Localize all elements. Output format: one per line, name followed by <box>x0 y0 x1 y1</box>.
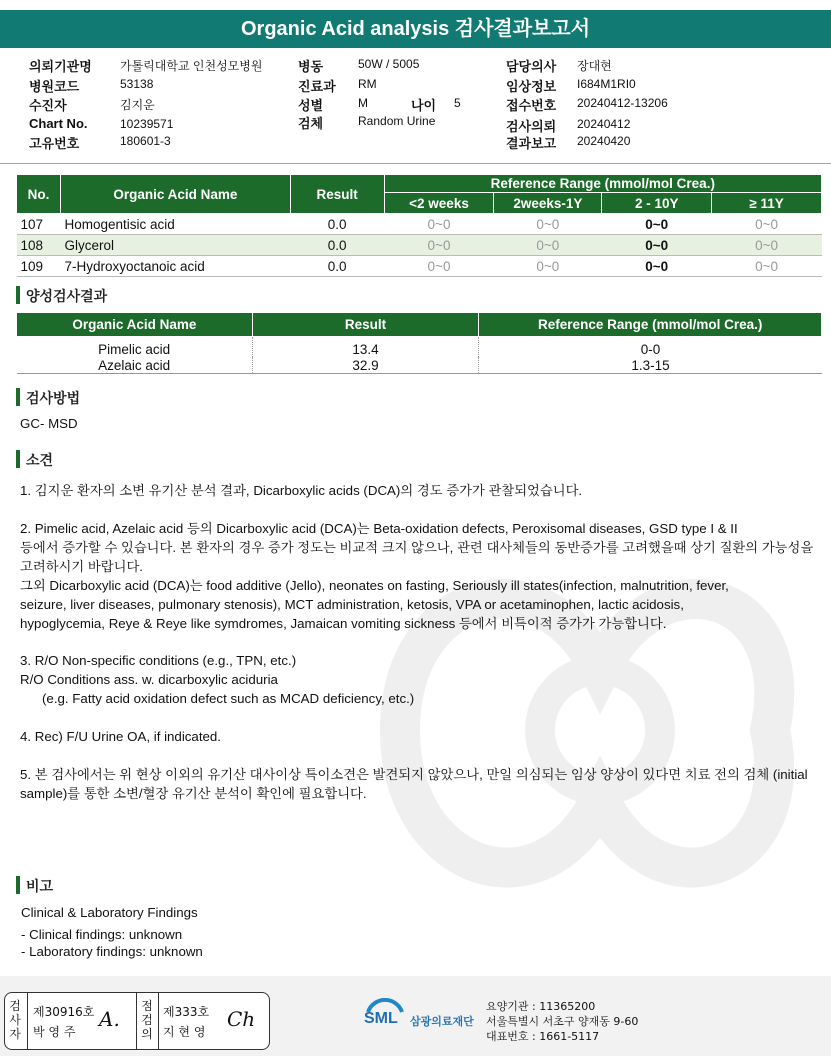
col-ref: Reference Range (mmol/mol Crea.) <box>384 175 821 193</box>
opinion-p5-line: sample)를 통한 소변/혈장 유기산 분석이 확인에 필요합니다. <box>20 786 367 801</box>
col-name: Organic Acid Name <box>17 313 253 337</box>
col-no: No. <box>17 175 61 214</box>
opinion-p1: 1. 김지운 환자의 소변 유기산 분석 결과, Dicarboxylic acids (DCA)의 경도 증가가 관찰되었습니다. <box>20 483 583 498</box>
remarks-heading-text: 비고 <box>26 879 54 895</box>
tester-license: 제30916호 <box>33 1005 95 1019</box>
cell-ref: 0-0 <box>479 337 822 358</box>
table-row <box>17 235 822 256</box>
info-value: 김지운 <box>120 98 155 112</box>
opinion-heading-text: 소견 <box>26 453 54 469</box>
cell-no: 109 <box>17 256 61 277</box>
cell-range: 0~0 <box>712 214 822 235</box>
col-range: 2weeks-1Y <box>494 193 602 214</box>
org-line: 서울특별시 서초구 양재동 9-60 <box>486 1015 639 1028</box>
cell-name: Homogentisic acid <box>60 214 290 235</box>
info-label: 병동 <box>298 59 324 74</box>
cell-range: 0~0 <box>602 214 712 235</box>
cell-no: 107 <box>17 214 61 235</box>
reviewer-label: 점검의 <box>141 999 153 1041</box>
opinion-p2-line: 고려하시기 바랍니다. <box>20 559 143 574</box>
cell-result: 13.4 <box>252 337 479 358</box>
cell-range: 0~0 <box>494 214 602 235</box>
org-info <box>486 999 638 1044</box>
opinion-p2-line: 등에서 증가할 수 있습니다. 본 환자의 경우 증가 정도는 비교적 크지 않으나, 관련 대사체들의 동반증가를 고려했을때 상기 질환의 가능성을 <box>20 540 814 555</box>
logo-text: SML <box>364 1010 398 1027</box>
tester-label: 검사자 <box>9 999 21 1041</box>
info-label: Chart No. <box>29 116 88 131</box>
positive-table <box>16 312 822 374</box>
col-range: ≥ 11Y <box>712 193 822 214</box>
info-label: 수진자 <box>29 98 67 113</box>
col-name: Organic Acid Name <box>60 175 290 214</box>
cell-result: 32.9 <box>252 357 479 374</box>
info-value: RM <box>358 77 377 91</box>
org-line: 대표번호 : 1661-5117 <box>486 1030 600 1043</box>
logo-org-name: 삼광의료재단 <box>410 1015 474 1028</box>
info-label: 접수번호 <box>506 98 557 113</box>
opinion-p5-line: 5. 본 검사에서는 위 현상 이외의 유기산 대사이상 특이소견은 발견되지 않았으나, 만일 의심되는 임상 양상이 있다면 치료 전의 검체 (initial <box>20 767 808 782</box>
info-value: 5 <box>454 96 461 110</box>
reviewer-license: 제333호 <box>163 1005 210 1019</box>
method-text: GC- MSD <box>20 416 78 431</box>
table-row <box>17 337 822 358</box>
info-value: 180601-3 <box>120 134 171 148</box>
divider <box>0 163 831 164</box>
remarks-line: - Clinical findings: unknown <box>21 927 183 942</box>
opinion-p4: 4. Rec) F/U Urine OA, if indicated. <box>20 729 221 744</box>
divider <box>158 993 159 1049</box>
table-row <box>17 357 822 374</box>
col-range: 2 - 10Y <box>602 193 712 214</box>
section-bar <box>16 450 20 468</box>
patient-info <box>0 50 831 164</box>
reviewer-name: 지 현 영 <box>163 1025 206 1039</box>
col-result: Result <box>290 175 384 214</box>
info-value: 20240412 <box>577 117 631 131</box>
table-row <box>17 256 822 277</box>
divider <box>136 993 137 1049</box>
col-ref: Reference Range (mmol/mol Crea.) <box>479 313 822 337</box>
report-title: Organic Acid analysis 검사결과보고서 <box>0 10 831 48</box>
info-value: M <box>358 96 368 110</box>
info-label: 결과보고 <box>506 136 557 151</box>
cell-name: Pimelic acid <box>98 341 171 357</box>
tester-signature: A. <box>99 1007 120 1031</box>
org-line: 요양기관 : 11365200 <box>486 1000 596 1013</box>
info-label: 임상정보 <box>506 79 557 94</box>
info-value: Random Urine <box>358 114 436 128</box>
cell-range: 0~0 <box>602 256 712 277</box>
remarks-heading <box>16 876 53 896</box>
opinion-p2-line: seizure, liver diseases, pulmonary stenosis), MCT administration, ketosis, VPA or acetaminophen, lactic acidosis, <box>20 597 684 612</box>
cell-range: 0~0 <box>494 235 602 256</box>
signature-box <box>4 992 270 1050</box>
cell-result: 0.0 <box>290 214 384 235</box>
cell-range: 0~0 <box>384 256 494 277</box>
opinion-p2-line: 2. Pimelic acid, Azelaic acid 등의 Dicarboxylic acid (DCA)는 Beta-oxidation defects, Peroxisomal diseases, GSD type I & II <box>20 521 738 536</box>
info-label: 의뢰기관명 <box>29 59 92 74</box>
info-value: 장대현 <box>577 59 612 73</box>
cell-range: 0~0 <box>602 235 712 256</box>
opinion-p3-line: R/O Conditions ass. w. dicarboxylic aciduria <box>20 672 278 687</box>
cell-result: 0.0 <box>290 256 384 277</box>
info-value: I684M1RI0 <box>577 77 636 91</box>
positive-heading <box>16 286 107 306</box>
info-label: 고유번호 <box>29 136 80 151</box>
info-value: 20240412-13206 <box>577 96 668 110</box>
col-result: Result <box>252 313 479 337</box>
cell-range: 0~0 <box>384 235 494 256</box>
info-label: 성별 <box>298 98 324 113</box>
table-row <box>17 214 822 235</box>
info-value: 가톨릭대학교 인천성모병원 <box>120 59 263 73</box>
section-bar <box>16 286 20 304</box>
method-heading-text: 검사방법 <box>26 391 81 407</box>
opinion-p2-line: hypoglycemia, Reye & Reye like symdromes, Jamaican vomiting sickness 등에서 비특이적 증가가 가능합니다. <box>20 616 667 631</box>
remarks-line: - Laboratory findings: unknown <box>21 944 203 959</box>
reviewer-signature: Ch <box>227 1007 256 1031</box>
info-value: 20240420 <box>577 134 631 148</box>
info-label: 검사의뢰 <box>506 119 557 134</box>
divider <box>27 993 28 1049</box>
info-label: 담당의사 <box>506 59 557 74</box>
info-label: 검체 <box>298 116 324 131</box>
info-label: 병원코드 <box>29 79 80 94</box>
info-label: 나이 <box>411 98 437 113</box>
remarks-line: Clinical & Laboratory Findings <box>21 905 198 920</box>
cell-name: Azelaic acid <box>17 357 253 374</box>
results-table <box>16 174 822 277</box>
cell-result: 0.0 <box>290 235 384 256</box>
opinion-p2-line: 그외 Dicarboxylic acid (DCA)는 food additive (Jello), neonates on fasting, Seriously ill states(infection, malnutrition, fever, <box>20 578 729 593</box>
cell-range: 0~0 <box>494 256 602 277</box>
section-bar <box>16 388 20 406</box>
tester-name: 박 영 주 <box>33 1025 76 1039</box>
positive-heading-text: 양성검사결과 <box>26 289 108 305</box>
info-value: 10239571 <box>120 117 174 131</box>
opinion-p3-line: 3. R/O Non-specific conditions (e.g., TPN, etc.) <box>20 653 297 668</box>
cell-range: 0~0 <box>384 214 494 235</box>
cell-name: 7-Hydroxyoctanoic acid <box>60 256 290 277</box>
cell-range: 0~0 <box>712 235 822 256</box>
cell-ref: 1.3-15 <box>479 357 822 374</box>
method-heading <box>16 388 80 408</box>
info-value: 53138 <box>120 77 154 91</box>
col-range: <2 weeks <box>384 193 494 214</box>
section-bar <box>16 876 20 894</box>
opinion-p3-line: (e.g. Fatty acid oxidation defect such as MCAD deficiency, etc.) <box>42 691 415 706</box>
opinion-heading <box>16 450 53 470</box>
cell-range: 0~0 <box>712 256 822 277</box>
info-value: 50W / 5005 <box>358 57 420 71</box>
cell-name: Glycerol <box>60 235 290 256</box>
cell-no: 108 <box>17 235 61 256</box>
info-label: 진료과 <box>298 79 336 94</box>
